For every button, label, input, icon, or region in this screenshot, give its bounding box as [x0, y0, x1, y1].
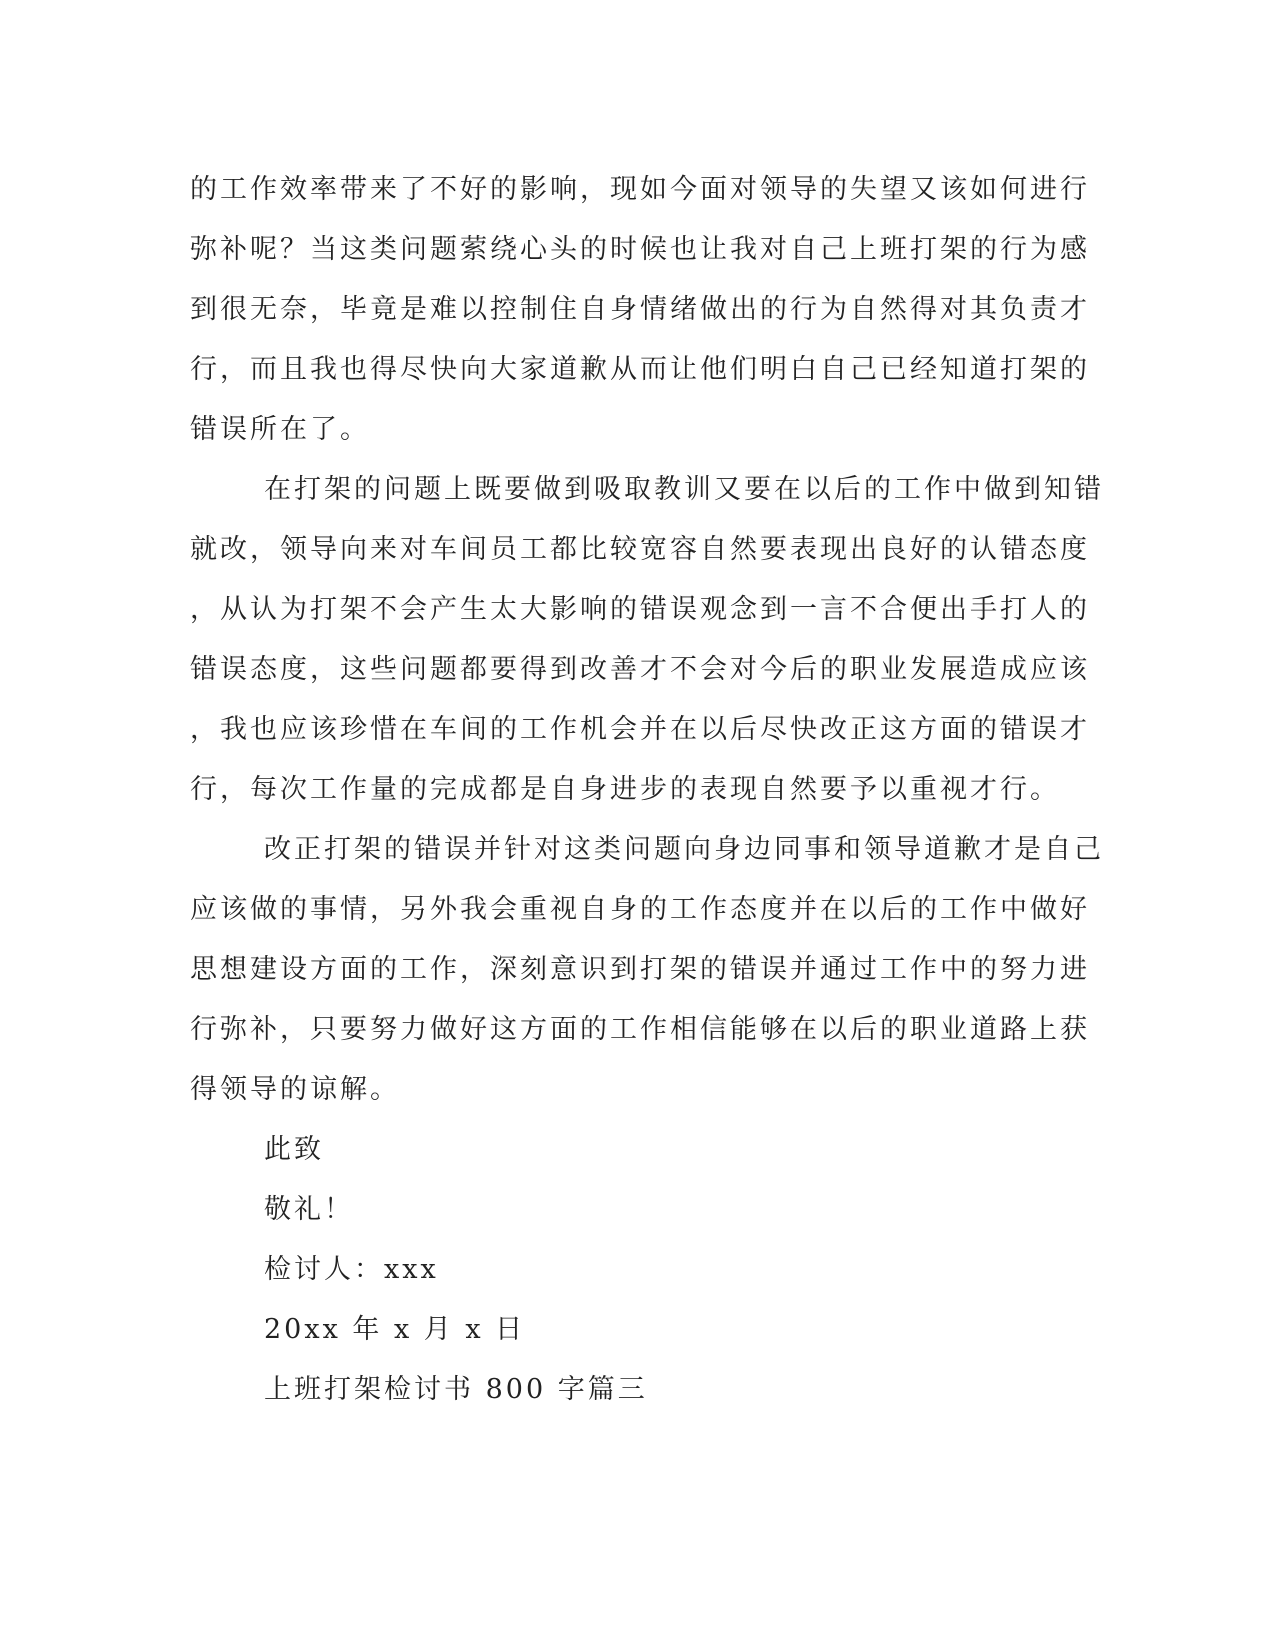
- closing-regards: 敬礼！: [264, 1194, 354, 1225]
- text-line: 行弥补，只要努力做好这方面的工作相信能够在以后的职业道路上获: [190, 1014, 1090, 1045]
- text-line: 行，每次工作量的完成都是自身进步的表现自然要予以重视才行。: [190, 774, 1060, 805]
- paragraph-2: [190, 460, 1104, 820]
- paragraph-3: [190, 820, 1104, 1120]
- closing-salutation: 此致: [264, 1134, 324, 1165]
- text-line: ，从认为打架不会产生太大影响的错误观念到一言不合便出手打人的: [190, 594, 1090, 625]
- text-line: ，我也应该珍惜在车间的工作机会并在以后尽快改正这方面的错误才: [190, 714, 1090, 745]
- text-line: 就改，领导向来对车间员工都比较宽容自然要表现出良好的认错态度: [190, 534, 1090, 565]
- text-line: 错误所在了。: [190, 414, 370, 445]
- text-line: 到很无奈，毕竟是难以控制住自身情绪做出的行为自然得对其负责才: [190, 294, 1090, 325]
- date-line: 20xx 年 x 月 x 日: [264, 1314, 526, 1345]
- next-section-title: 上班打架检讨书 800 字篇三: [264, 1374, 648, 1405]
- text-line: 的工作效率带来了不好的影响，现如今面对领导的失望又该如何进行: [190, 174, 1090, 205]
- document-body: [190, 160, 1104, 1420]
- paragraph-1: [190, 160, 1090, 460]
- text-line: 得领导的谅解。: [190, 1074, 400, 1105]
- text-line: 在打架的问题上既要做到吸取教训又要在以后的工作中做到知错: [264, 474, 1104, 505]
- text-line: 弥补呢？当这类问题萦绕心头的时候也让我对自己上班打架的行为感: [190, 234, 1090, 265]
- text-line: 错误态度，这些问题都要得到改善才不会对今后的职业发展造成应该: [190, 654, 1090, 685]
- text-line: 应该做的事情，另外我会重视自身的工作态度并在以后的工作中做好: [190, 894, 1090, 925]
- text-line: 行，而且我也得尽快向大家道歉从而让他们明白自己已经知道打架的: [190, 354, 1090, 385]
- signer-line: 检讨人：xxx: [264, 1254, 439, 1285]
- text-line: 思想建设方面的工作，深刻意识到打架的错误并通过工作中的努力进: [190, 954, 1090, 985]
- text-line: 改正打架的错误并针对这类问题向身边同事和领导道歉才是自己: [264, 834, 1104, 865]
